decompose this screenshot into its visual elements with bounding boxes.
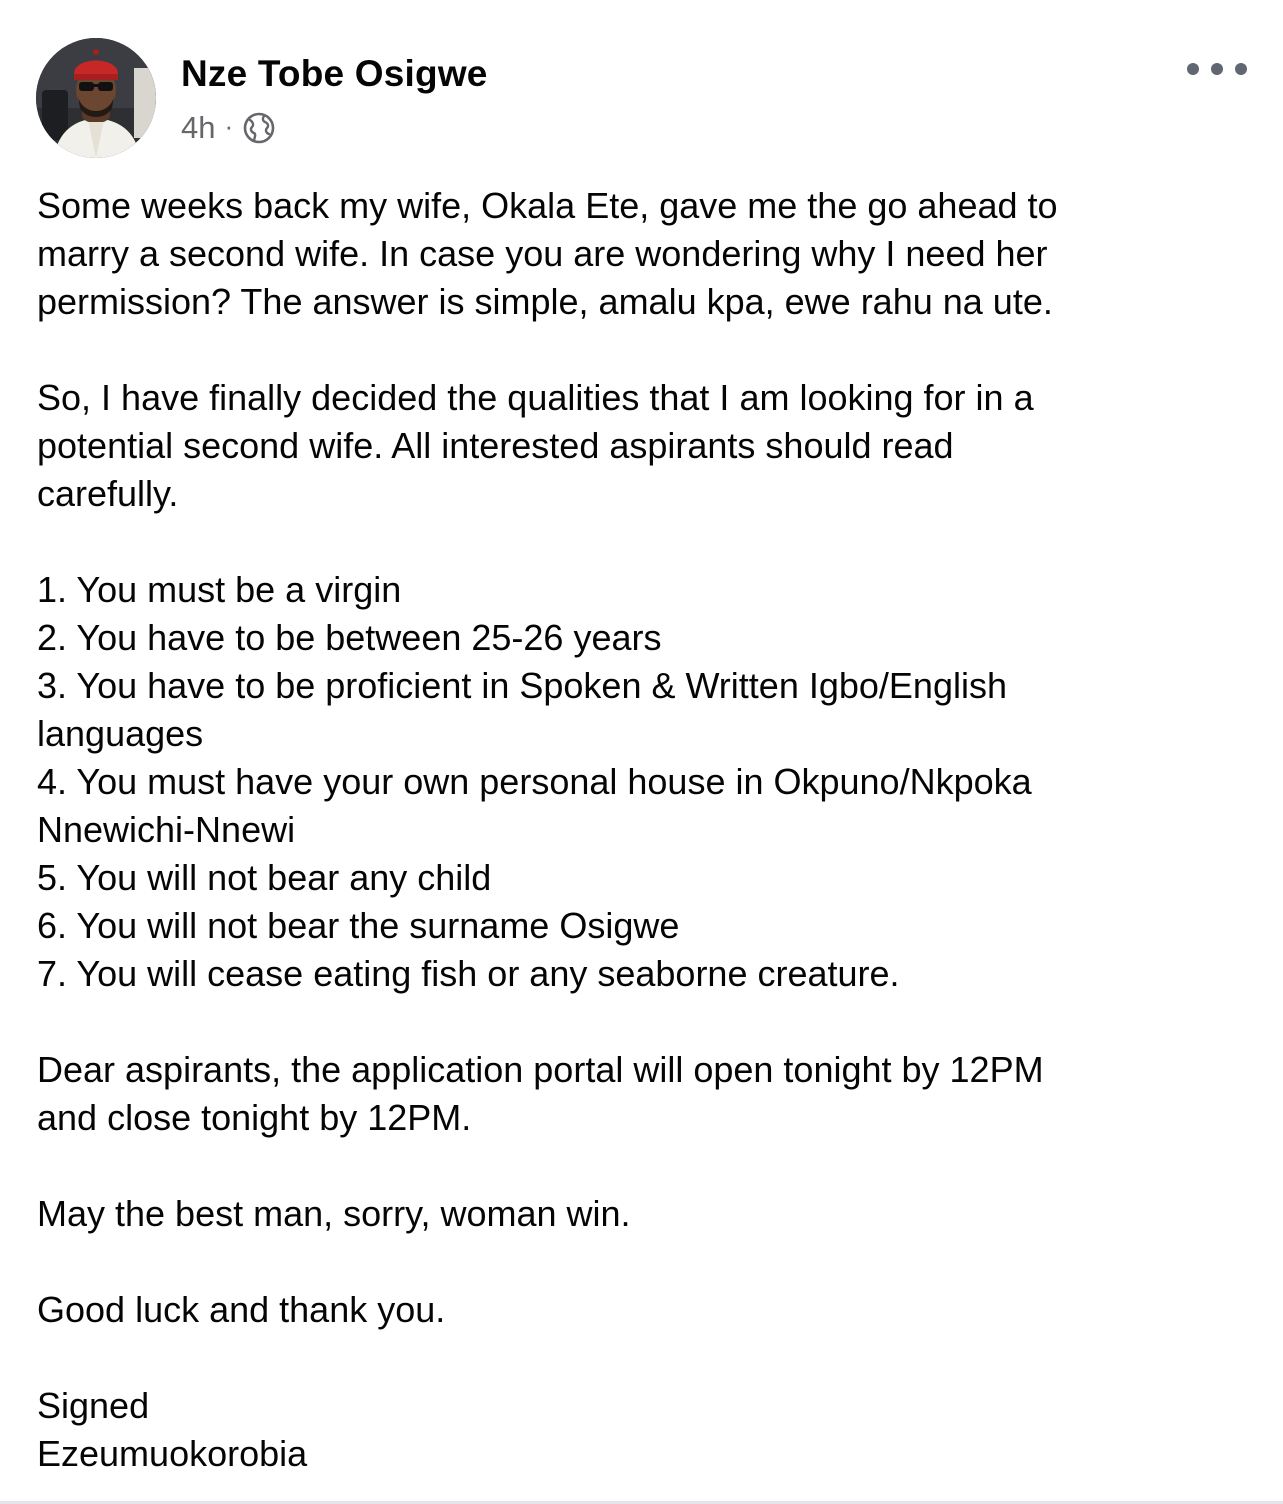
avatar-photo [36, 38, 156, 158]
text-line: So, I have finally decided the qualities that I am looking for in a [37, 377, 1034, 418]
text-line: Dear aspirants, the application portal will open tonight by 12PM [37, 1049, 1044, 1090]
post-timestamp[interactable]: 4h [181, 110, 216, 145]
post-paragraph-qualities [37, 374, 1227, 518]
signature-name: Ezeumuokorobia [37, 1433, 308, 1474]
text-line: marry a second wife. In case you are wondering why I need her [37, 233, 1048, 274]
list-item-continuation: Nnewichi-Nnewi [37, 809, 296, 850]
post-paragraph-closing [37, 1190, 1227, 1238]
list-item-continuation: languages [37, 713, 204, 754]
meta-separator: · [224, 110, 234, 141]
globe-icon[interactable] [242, 111, 276, 145]
list-item: 1. You must be a virgin [37, 569, 402, 610]
more-options-icon [1211, 63, 1223, 75]
list-item: 4. You must have your own personal house in Okpuno/Nkpoka [37, 761, 1032, 802]
post-paragraph-thanks [37, 1286, 1227, 1334]
author-name[interactable]: Nze Tobe Osigwe [181, 53, 488, 94]
list-item: 3. You have to be proficient in Spoken & Written Igbo/English [37, 665, 1007, 706]
post-paragraph-portal [37, 1046, 1227, 1142]
more-options-icon [1187, 63, 1199, 75]
more-options-icon [1235, 63, 1247, 75]
text-line: permission? The answer is simple, amalu kpa, ewe rahu na ute. [37, 281, 1053, 322]
text-line: Good luck and thank you. [37, 1289, 446, 1330]
text-line: carefully. [37, 473, 179, 514]
list-item: 7. You will cease eating fish or any seaborne creature. [37, 953, 900, 994]
more-options-button[interactable] [1187, 54, 1247, 84]
post-meta [181, 108, 276, 148]
text-line: Some weeks back my wife, Okala Ete, gave me the go ahead to [37, 185, 1058, 226]
post-header [36, 38, 1247, 160]
post-paragraph-intro [37, 182, 1227, 326]
text-line: potential second wife. All interested aspirants should read [37, 425, 954, 466]
list-item: 6. You will not bear the surname Osigwe [37, 905, 680, 946]
text-line: Signed [37, 1385, 150, 1426]
text-line: May the best man, sorry, woman win. [37, 1193, 631, 1234]
text-line: and close tonight by 12PM. [37, 1097, 472, 1138]
author-avatar[interactable] [36, 38, 156, 158]
list-item: 2. You have to be between 25-26 years [37, 617, 662, 658]
list-item: 5. You will not bear any child [37, 857, 492, 898]
post-signature [37, 1382, 1227, 1478]
requirements-list [37, 566, 1227, 998]
post-body [37, 182, 1227, 1478]
